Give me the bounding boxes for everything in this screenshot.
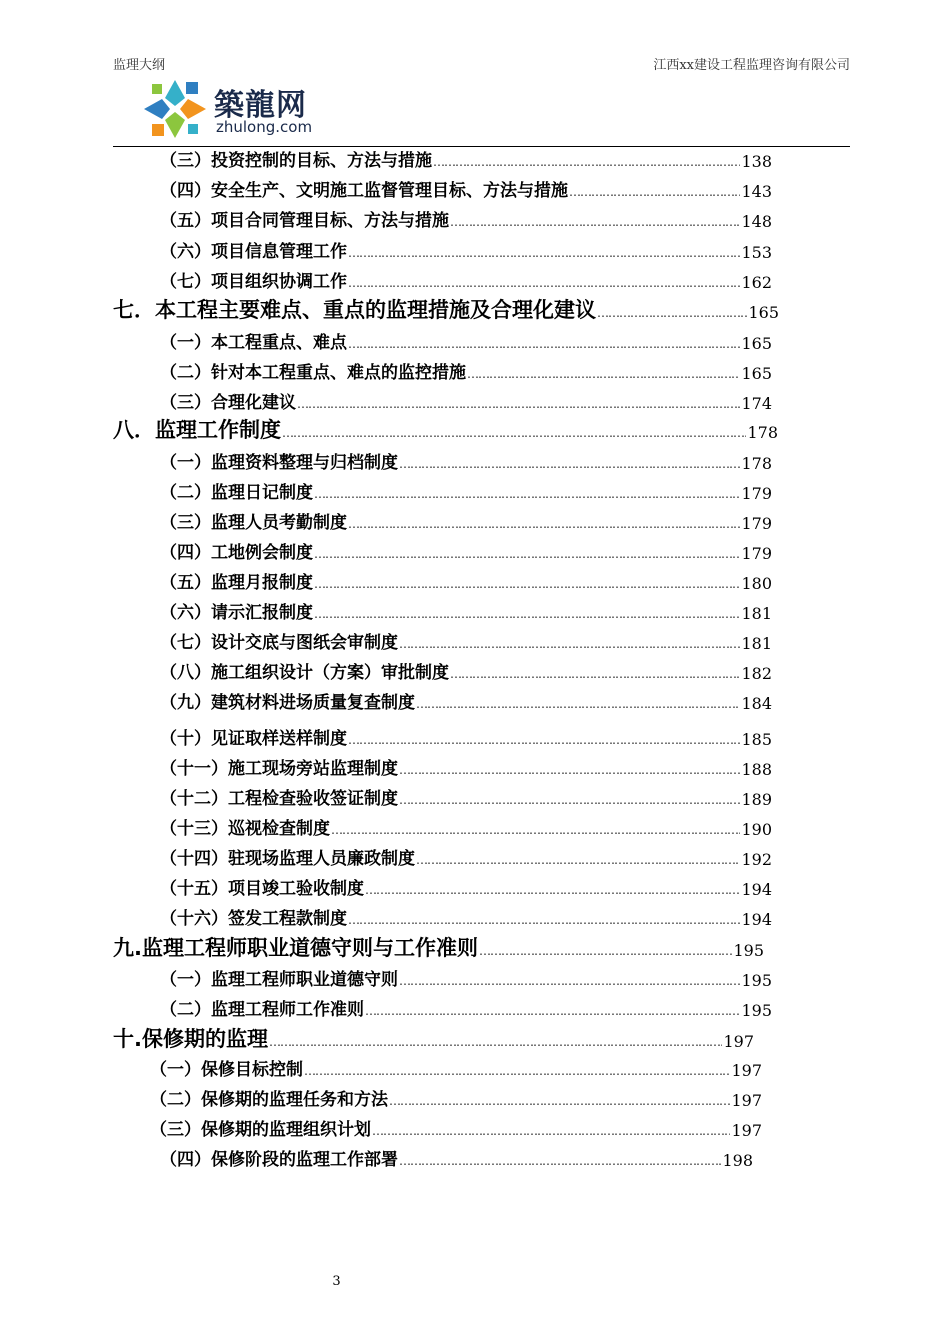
toc-entry-page: 190 bbox=[741, 820, 772, 839]
toc-entry[interactable] bbox=[160, 965, 772, 991]
toc-entry-title: （六）请示汇报制度 bbox=[160, 603, 313, 623]
toc-leader-dots bbox=[399, 760, 740, 780]
toc-entry-title: （三）监理人员考勤制度 bbox=[160, 513, 347, 533]
toc-leader-dots bbox=[365, 880, 740, 900]
toc-leader-dots bbox=[282, 423, 746, 443]
toc-entry-page: 181 bbox=[741, 604, 772, 623]
toc-entry-page: 185 bbox=[741, 730, 772, 749]
toc-entry-page: 179 bbox=[741, 544, 772, 563]
toc-entry-page: 197 bbox=[723, 1032, 754, 1051]
toc-leader-dots bbox=[372, 1121, 730, 1141]
toc-entry-title: （三）保修期的监理组织计划 bbox=[150, 1120, 371, 1140]
toc-leader-dots bbox=[348, 334, 740, 354]
toc-entry-page: 165 bbox=[741, 364, 772, 383]
toc-entry[interactable] bbox=[160, 206, 772, 232]
toc-entry[interactable] bbox=[160, 628, 772, 654]
toc-entry[interactable] bbox=[160, 754, 772, 780]
toc-entry-title: （五）项目合同管理目标、方法与措施 bbox=[160, 211, 449, 231]
page-header-right: 江西xx建设工程监理咨询有限公司 bbox=[653, 58, 850, 73]
toc-entry-title: （十一）施工现场旁站监理制度 bbox=[160, 759, 398, 779]
toc-entry-page: 195 bbox=[741, 1001, 772, 1020]
toc-entry-page: 143 bbox=[741, 182, 772, 201]
toc-leader-dots bbox=[399, 454, 740, 474]
toc-leader-dots bbox=[433, 152, 740, 172]
toc-entry-page: 195 bbox=[733, 941, 764, 960]
toc-entry[interactable] bbox=[160, 267, 772, 293]
toc-entry[interactable] bbox=[160, 388, 772, 414]
toc-entry[interactable] bbox=[160, 176, 772, 202]
toc-entry-title: （一）本工程重点、难点 bbox=[160, 333, 347, 353]
toc-entry-page: 194 bbox=[741, 910, 772, 929]
toc-leader-dots bbox=[348, 910, 740, 930]
toc-leader-dots bbox=[399, 790, 740, 810]
toc-entry[interactable] bbox=[160, 784, 772, 810]
toc-leader-dots bbox=[450, 664, 740, 684]
toc-entry-title: （一）监理资料整理与归档制度 bbox=[160, 453, 398, 473]
toc-entry[interactable] bbox=[160, 904, 772, 930]
toc-entry[interactable] bbox=[160, 688, 772, 714]
toc-leader-dots bbox=[314, 604, 740, 624]
toc-entry-page: 189 bbox=[741, 790, 772, 809]
logo-pinwheel-icon bbox=[140, 76, 210, 142]
toc-entry[interactable] bbox=[160, 358, 772, 384]
toc-entry[interactable] bbox=[160, 328, 772, 354]
toc-entry-page: 180 bbox=[741, 574, 772, 593]
toc-entry-title: （七）项目组织协调工作 bbox=[160, 272, 347, 292]
toc-entry-title: （十三）巡视检查制度 bbox=[160, 819, 330, 839]
toc-leader-dots bbox=[597, 303, 747, 323]
toc-leader-dots bbox=[297, 394, 740, 414]
toc-leader-dots bbox=[348, 730, 740, 750]
toc-entry-title: 十.保修期的监理 bbox=[113, 1027, 268, 1051]
toc-leader-dots bbox=[314, 544, 740, 564]
toc-leader-dots bbox=[314, 574, 740, 594]
toc-entry-title: （二）针对本工程重点、难点的监控措施 bbox=[160, 363, 466, 383]
toc-entry-page: 197 bbox=[731, 1061, 762, 1080]
toc-entry-title: （八）施工组织设计（方案）审批制度 bbox=[160, 663, 449, 683]
toc-entry[interactable] bbox=[160, 146, 772, 172]
toc-section-entry[interactable] bbox=[113, 297, 779, 323]
toc-entry-title: （一）监理工程师职业道德守则 bbox=[160, 970, 398, 990]
logo-chinese-text: 築龍网 bbox=[214, 88, 307, 123]
toc-entry[interactable] bbox=[160, 568, 772, 594]
toc-entry-page: 184 bbox=[741, 694, 772, 713]
toc-entry-page: 165 bbox=[741, 334, 772, 353]
toc-leader-dots bbox=[269, 1032, 722, 1052]
toc-entry[interactable] bbox=[160, 995, 772, 1021]
toc-leader-dots bbox=[348, 273, 740, 293]
toc-entry-title: （七）设计交底与图纸会审制度 bbox=[160, 633, 398, 653]
toc-entry[interactable] bbox=[160, 1145, 753, 1171]
toc-entry-title: （十二）工程检查验收签证制度 bbox=[160, 789, 398, 809]
toc-entry-title: （一）保修目标控制 bbox=[150, 1060, 303, 1080]
toc-entry[interactable] bbox=[150, 1115, 762, 1141]
toc-entry[interactable] bbox=[150, 1085, 762, 1111]
toc-entry-page: 181 bbox=[741, 634, 772, 653]
toc-entry-page: 195 bbox=[741, 971, 772, 990]
toc-entry-page: 179 bbox=[741, 514, 772, 533]
toc-entry-page: 179 bbox=[741, 484, 772, 503]
toc-entry-page: 138 bbox=[741, 152, 772, 171]
toc-entry[interactable] bbox=[160, 508, 772, 534]
page-header-left: 监理大纲 bbox=[113, 58, 166, 73]
toc-entry[interactable] bbox=[160, 448, 772, 474]
toc-entry-title: （三）投资控制的目标、方法与措施 bbox=[160, 151, 432, 171]
toc-entry-title: 九.监理工程师职业道德守则与工作准则 bbox=[113, 936, 478, 960]
toc-entry[interactable] bbox=[160, 538, 772, 564]
toc-leader-dots bbox=[416, 694, 740, 714]
toc-leader-dots bbox=[399, 634, 740, 654]
toc-entry-title: （十五）项目竣工验收制度 bbox=[160, 879, 364, 899]
toc-leader-dots bbox=[467, 364, 740, 384]
toc-entry-title: 七．本工程主要难点、重点的监理措施及合理化建议 bbox=[113, 298, 596, 322]
zhulong-logo bbox=[140, 76, 340, 142]
toc-entry-page: 162 bbox=[741, 273, 772, 292]
toc-entry[interactable] bbox=[160, 724, 772, 750]
toc-section-entry[interactable] bbox=[113, 417, 778, 443]
toc-entry-page: 182 bbox=[741, 664, 772, 683]
toc-leader-dots bbox=[304, 1061, 730, 1081]
toc-entry-title: （四）保修阶段的监理工作部署 bbox=[160, 1150, 398, 1170]
toc-entry-page: 197 bbox=[731, 1121, 762, 1140]
toc-entry[interactable] bbox=[160, 874, 772, 900]
toc-entry-page: 194 bbox=[741, 880, 772, 899]
toc-section-entry[interactable] bbox=[113, 1026, 754, 1052]
logo-english-text: zhulong.com bbox=[216, 118, 313, 136]
page-number: 3 bbox=[332, 1274, 341, 1289]
toc-entry-title: （二）保修期的监理任务和方法 bbox=[150, 1090, 388, 1110]
toc-entry-title: （十四）驻现场监理人员廉政制度 bbox=[160, 849, 415, 869]
toc-entry[interactable] bbox=[160, 814, 772, 840]
toc-entry-title: （十六）签发工程款制度 bbox=[160, 909, 347, 929]
toc-entry[interactable] bbox=[160, 237, 772, 263]
toc-leader-dots bbox=[365, 1001, 740, 1021]
toc-entry-title: （二）监理日记制度 bbox=[160, 483, 313, 503]
toc-entry-title: （四）安全生产、文明施工监督管理目标、方法与措施 bbox=[160, 181, 568, 201]
toc-entry-page: 192 bbox=[741, 850, 772, 869]
toc-entry-title: （四）工地例会制度 bbox=[160, 543, 313, 563]
toc-entry-page: 197 bbox=[731, 1091, 762, 1110]
toc-entry[interactable] bbox=[160, 658, 772, 684]
toc-leader-dots bbox=[479, 941, 732, 961]
toc-entry-page: 188 bbox=[741, 760, 772, 779]
toc-entry-title: （五）监理月报制度 bbox=[160, 573, 313, 593]
toc-leader-dots bbox=[348, 243, 740, 263]
toc-entry-title: （六）项目信息管理工作 bbox=[160, 242, 347, 262]
toc-leader-dots bbox=[569, 182, 740, 202]
toc-leader-dots bbox=[416, 850, 740, 870]
toc-entry-page: 153 bbox=[741, 243, 772, 262]
toc-entry-page: 178 bbox=[741, 454, 772, 473]
toc-leader-dots bbox=[348, 514, 740, 534]
toc-entry-page: 178 bbox=[747, 423, 778, 442]
toc-entry-title: 八．监理工作制度 bbox=[113, 418, 281, 442]
toc-entry[interactable] bbox=[160, 478, 772, 504]
toc-entry-page: 165 bbox=[748, 303, 779, 322]
toc-leader-dots bbox=[399, 971, 740, 991]
toc-entry[interactable] bbox=[160, 844, 772, 870]
toc-entry-page: 174 bbox=[741, 394, 772, 413]
toc-leader-dots bbox=[389, 1091, 730, 1111]
toc-leader-dots bbox=[399, 1151, 721, 1171]
toc-entry-title: （二）监理工程师工作准则 bbox=[160, 1000, 364, 1020]
toc-entry[interactable] bbox=[160, 598, 772, 624]
toc-entry-title: （九）建筑材料进场质量复查制度 bbox=[160, 693, 415, 713]
toc-entry-title: （三）合理化建议 bbox=[160, 393, 296, 413]
toc-entry-page: 148 bbox=[741, 212, 772, 231]
toc-entry-title: （十）见证取样送样制度 bbox=[160, 729, 347, 749]
toc-leader-dots bbox=[314, 484, 740, 504]
toc-leader-dots bbox=[331, 820, 740, 840]
toc-entry-page: 198 bbox=[722, 1151, 753, 1170]
toc-section-entry[interactable] bbox=[113, 935, 764, 961]
toc-leader-dots bbox=[450, 212, 740, 232]
toc-entry[interactable] bbox=[150, 1055, 762, 1081]
